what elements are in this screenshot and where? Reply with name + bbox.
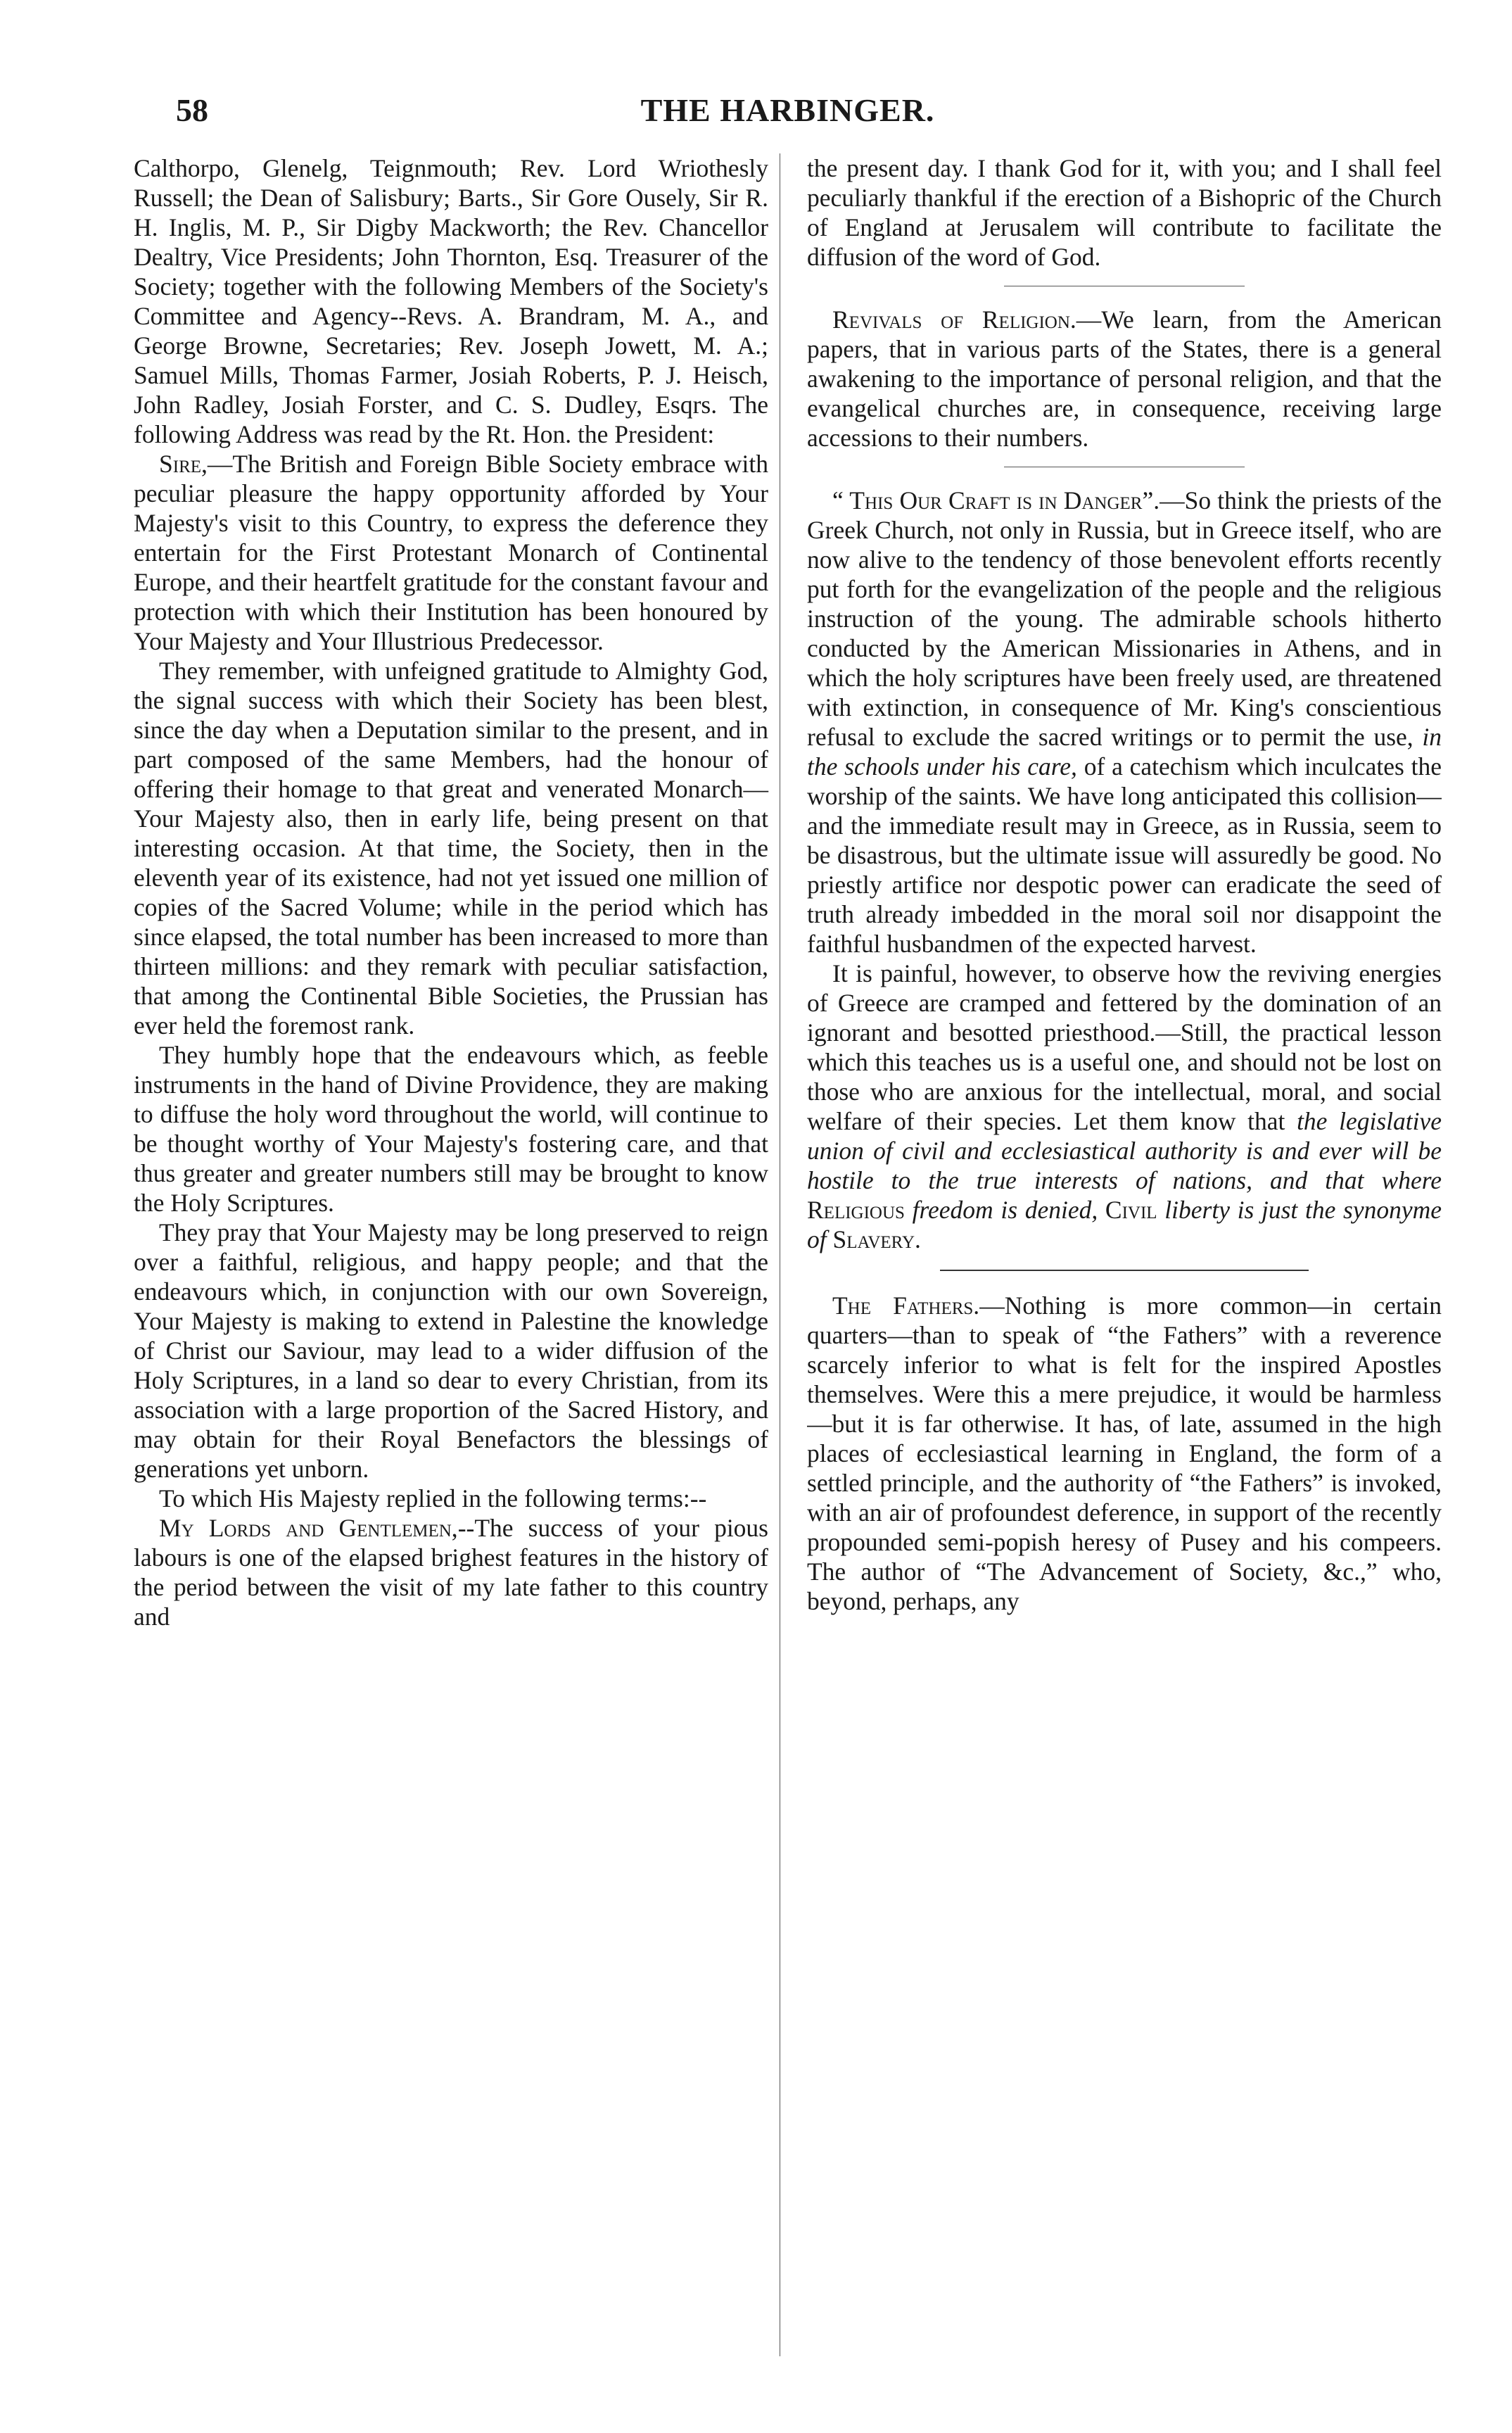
small-caps-text: Religious bbox=[807, 1196, 905, 1224]
small-caps-text: Slavery. bbox=[832, 1225, 921, 1253]
paragraph-text: It is painful, however, to observe how the reviving energies of Greece are cramped and fettered by the domination of an ignorant and besotted priesthood.—Still, the practical lesson which this teaches us is a useful one, and should not be lost on those who are anxious for the intellectual, moral, and social welfare of their species. Let them know that bbox=[807, 959, 1442, 1135]
paragraph: They remember, with unfeigned gratitude to Almighty God, the signal success with which their Society has been blest, since the day when a Deputation similar to the present, and in part composed of the same Members, had the honour of offering their homage to that great and venerated Monarch—Your Majesty also, then in early life, being present on that interesting occasion. At that time, the Society, then in the eleventh year of its existence, had not yet issued one million of copies of the Sacred Volume; while in the period which has since elapsed, the total number has been increased to more than thirteen millions: and they remark with peculiar satisfaction, that among the Continental Bible Societies, the Prussian has ever held the foremost rank. bbox=[134, 657, 768, 1039]
paragraph bbox=[134, 1513, 768, 1631]
small-caps-text: Civil bbox=[1105, 1196, 1157, 1224]
section-heading: “ This Our Craft is in Danger”. bbox=[832, 486, 1160, 514]
paragraph bbox=[134, 449, 768, 656]
paragraph bbox=[807, 1291, 1442, 1616]
paragraph bbox=[807, 959, 1442, 1254]
paragraph-text: —So think the priests of the Greek Church, not only in Russia, but in Greece itself, who are now alive to the tendency of those benevolent efforts recently put forth for the evangelization of the people and the religious instruction of the young. The admirable schools hitherto conducted by the American Missionaries in Athens, and in which the holy scriptures have been freely used, are threatened with extinction, in consequence of Mr. King's conscientious refusal to exclude the sacred writings or to permit the use, bbox=[807, 486, 1442, 751]
paragraph-lead: My Lords and Gentlemen, bbox=[159, 1514, 458, 1542]
section-heading: The Fathers. bbox=[832, 1291, 980, 1320]
paragraph-lead: Sire, bbox=[159, 450, 208, 478]
paragraph bbox=[807, 486, 1442, 959]
article-columns bbox=[134, 153, 1442, 2356]
paragraph: They humbly hope that the endeavours which, as feeble instruments in the hand of Divine Providence, they are making to diffuse the holy word throughout the world, will continue to be thought worthy of Your Majesty's fostering care, and that thus greater and greater numbers still may be brought to know the Holy Scriptures. bbox=[134, 1041, 768, 1217]
page-number: 58 bbox=[176, 92, 208, 128]
paragraph-text: --The success of your pious labours is one of the elapsed brighest features in the history of the period between the visit of my late father to this country and bbox=[134, 1514, 768, 1631]
section-heading: Revivals of Religion. bbox=[832, 305, 1076, 334]
right-column bbox=[807, 153, 1442, 2356]
paragraph: To which His Majesty replied in the following terms:-- bbox=[159, 1484, 707, 1512]
paragraph: They pray that Your Majesty may be long preserved to reign over a faithful, religious, and happy people; and that the endeavours which, in conjunction with our own Sovereign, Your Majesty is making to extend in Palestine the knowledge of Christ our Saviour, may lead to a wider diffusion of the Holy Scriptures, in a land so dear to every Christian, from its association with a large proportion of the Sacred History, and may obtain for their Royal Benefactors the blessings of generations yet unborn. bbox=[134, 1218, 768, 1483]
running-head bbox=[134, 91, 1442, 141]
paragraph bbox=[807, 305, 1442, 453]
italic-text: freedom is denied, bbox=[912, 1196, 1098, 1224]
left-column bbox=[134, 153, 780, 2356]
paragraph-text: of a catechism which inculcates the worship of the saints. We have long anticipated this collision—and the immediate result may in Greece, as in Russia, seem to be disastrous, but the ultimate issue will assuredly be good. No priestly artifice nor despotic power can eradicate the seed of truth already imbedded in the moral soil nor disappoint the faithful husbandmen of the expected harvest. bbox=[807, 752, 1442, 958]
paragraph-text: —The British and Foreign Bible Society embrace with peculiar pleasure the happy opportunity afforded by Your Majesty's visit to this Country, to express the deference they entertain for the First Protestant Monarch of Continental Europe, and their heartfelt gratitude for the constant favour and protection with which their Institution has been honoured by Your Majesty and Your Illustrious Predecessor. bbox=[134, 450, 768, 655]
paragraph: the present day. I thank God for it, with you; and I shall feel peculiarly thankful if the erection of a Bishopric of the Church of England at Jerusalem will contribute to facilitate the diffusion of the word of God. bbox=[807, 154, 1442, 271]
italic-text: in the schools under his care, bbox=[807, 723, 1442, 781]
italic-text: the legislative union of civil and ecclesiastical authority is and ever will be hostile to the true interests of nations, and that where bbox=[807, 1107, 1442, 1194]
journal-title: THE HARBINGER. bbox=[640, 92, 935, 128]
section-divider bbox=[940, 1270, 1308, 1271]
italic-text: liberty is just the synonyme of bbox=[807, 1196, 1442, 1253]
paragraph-text: —We learn, from the American papers, that in various parts of the States, there is a general awakening to the importance of personal religion, and that the evangelical churches are, in consequence, receiving large accessions to their numbers. bbox=[807, 305, 1442, 452]
paragraph-text: —Nothing is more common—in certain quarters—than to speak of “the Fathers” with a reverence scarcely inferior to what is felt for the inspired Apostles themselves. Were this a mere prejudice, it would be harmless—but it is far otherwise. It has, of late, assumed in the high places of ecclesiastical learning in England, the form of a settled principle, and the authority of “the Fathers” is invoked, with an air of profoundest deference, in support of the recently propounded semi-popish heresy of Pusey and his compeers. The author of “The Advancement of Society, &c.,” who, beyond, perhaps, any bbox=[807, 1291, 1442, 1615]
paragraph: Calthorpo, Glenelg, Teignmouth; Rev. Lord Wriothesly Russell; the Dean of Salisbury; Barts., Sir Gore Ousely, Sir R. H. Inglis, M. P., Sir Digby Mackworth; the Rev. Chancellor Dealtry, Vice Presidents; John Thornton, Esq. Treasurer of the Society; together with the following Members of the Society's Committee and Agency--Revs. A. Brandram, M. A., and George Browne, Secretaries; Rev. Joseph Jowett, M. A.; Samuel Mills, Thomas Farmer, Josiah Roberts, P. J. Heisch, John Radley, Josiah Forster, and C. S. Dudley, Esqrs. The following Address was read by the Rt. Hon. the President: bbox=[134, 154, 768, 448]
